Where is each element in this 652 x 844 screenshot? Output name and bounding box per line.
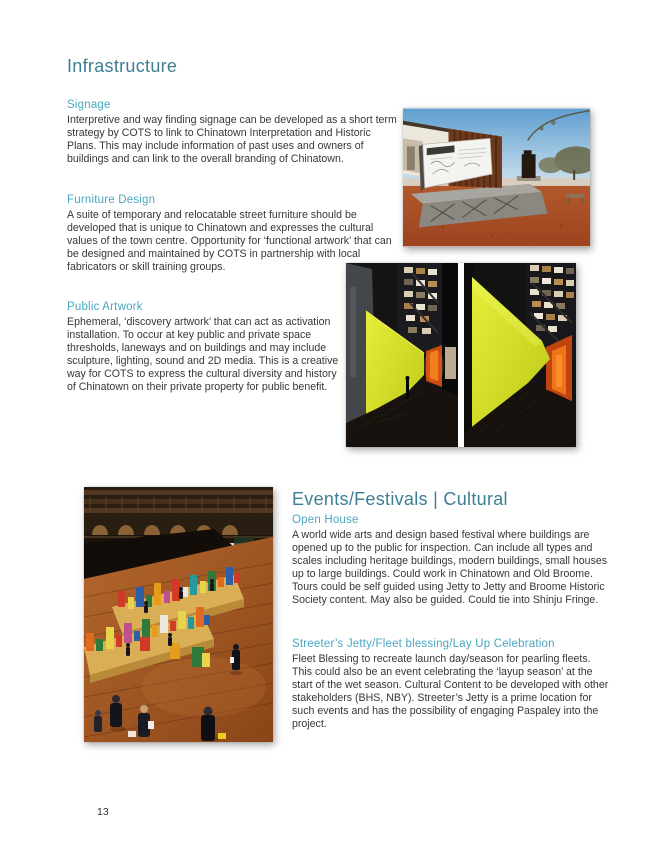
infrastructure-title: Infrastructure: [67, 56, 178, 76]
streeters-jetty-paragraph: Fleet Blessing to recreate launch day/season for pearling fleets. This could also be an event celebrating the ‘layup season’ at the start of the wet season. Cultural Content to be developed with other stakeholders (BHS, NBY). Streeter’s Jetty is a prime location for such events and has the possibility of engaging Paspaley into the project.: [292, 653, 609, 730]
open-house-paragraph: A world wide arts and design based festival where buildings are opened up to the public for inspection. Can include all types and scales including heritage buildings, modern buildings, small houses up to large buildings. Could work in Chinatown and Old Broome. Tours could be self guided using Jetty to Jetty and Broome Historic Society content. May also be guided. Could tie into Shinju Fringe.: [292, 529, 608, 606]
signage-photo: [403, 108, 590, 247]
open-house-heading: Open House: [292, 514, 359, 526]
laneway-artwork-photo: [346, 263, 576, 447]
open-house-hall-illustration: [84, 487, 273, 742]
streeters-jetty-heading: Streeter’s Jetty/Fleet blessing/Lay Up Celebration: [292, 638, 555, 650]
events-title: Events/Festivals | Cultural: [292, 489, 508, 509]
open-house-hall-photo: [84, 487, 273, 742]
furniture-design-text: A suite of temporary and relocatable street furniture should be developed that is unique to Chinatown and expresses the cultural values of the town centre. Opportunity for ‘functional artwork’ that can be designed and maintained by COTS in partnership with local fabricators or skill training groups.: [67, 209, 392, 273]
signage-paragraph: Interpretive and way finding signage can be developed as a short term strategy by COTS to link to Chinatown Interpretation and Historic Plans. This may include information of past uses and owners of buildings and can link to the overall branding of Chinatown.: [67, 114, 397, 165]
public-artwork-heading: Public Artwork: [67, 301, 143, 313]
laneway-left-panel: [346, 263, 458, 447]
panel-gap: [458, 263, 464, 447]
signage-heading: Signage: [67, 99, 111, 111]
page-number: 13: [97, 806, 109, 818]
laneway-artwork-illustration: [346, 263, 576, 447]
furniture-design-heading: Furniture Design: [67, 194, 156, 206]
signage-photo-illustration: [403, 108, 590, 247]
laneway-right-panel: [464, 263, 576, 447]
public-artwork-paragraph: Ephemeral, ‘discovery artwork’ that can act as activation installation. To occur at key public and private space thresholds, laneways and on buildings and may include sculpture, lighting, sound and 2D media. This is a creative way for COTS to express the cultural diversity and history of Chinatown on their private property for public benefit.: [67, 316, 339, 393]
